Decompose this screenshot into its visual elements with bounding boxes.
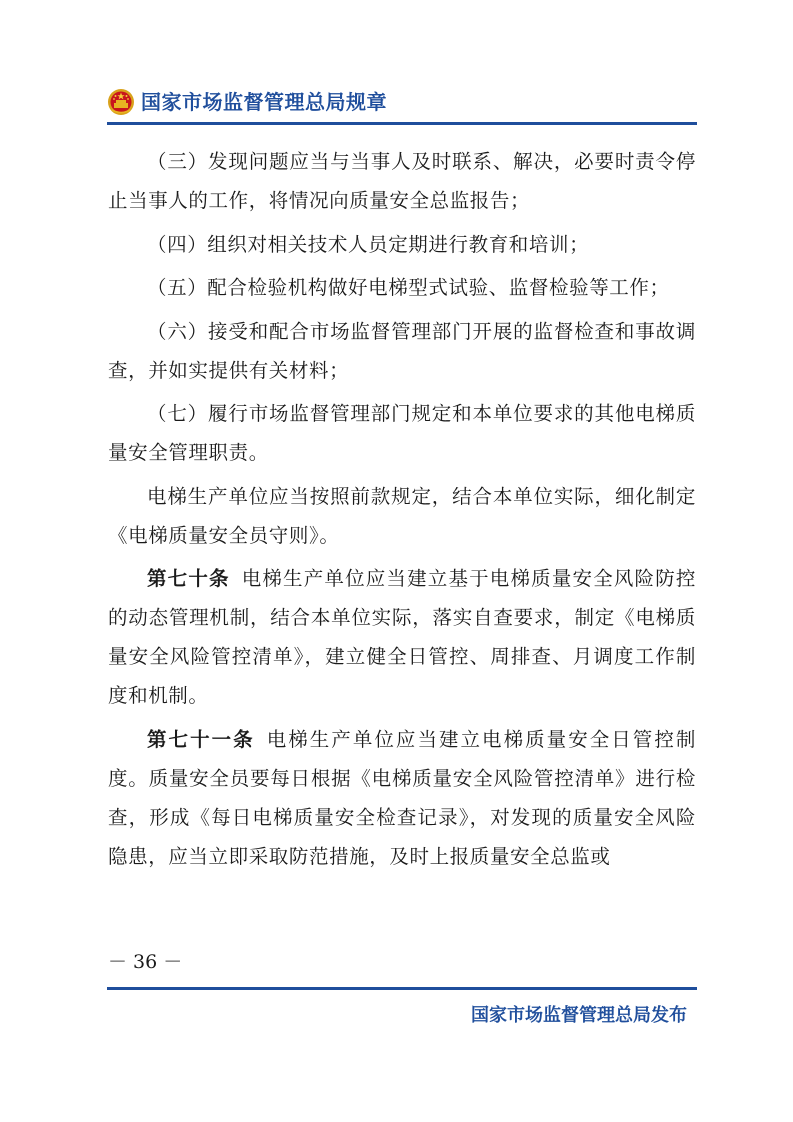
- paragraph-text: （七）履行市场监督管理部门规定和本单位要求的其他电梯质量安全管理职责。: [108, 402, 696, 464]
- paragraph-text: 电梯生产单位应当建立电梯质量安全日管控制度。质量安全员要每日根据《电梯质量安全风险管控清单》进行检查，形成《每日电梯质量安全检查记录》，对发现的质量安全风险隐患，应当立即采取防范措施，及时上报质量安全总监或: [108, 727, 696, 868]
- article-70: [108, 559, 696, 715]
- paragraph-text: （三）发现问题应当与当事人及时联系、解决，必要时责令停止当事人的工作，将情况向质量安全总监报告；: [108, 150, 696, 212]
- paragraph: [108, 142, 696, 220]
- header-divider: [107, 122, 697, 125]
- paragraph: [108, 394, 696, 472]
- paragraph-text: 电梯生产单位应当按照前款规定，结合本单位实际，细化制定《电梯质量安全员守则》。: [108, 484, 696, 547]
- document-body: [108, 142, 696, 880]
- paragraph-text: 电梯生产单位应当建立基于电梯质量安全风险防控的动态管理机制，结合本单位实际，落实自查要求，制定《电梯质量安全风险管控清单》，建立健全日管控、周排查、月调度工作制度和机制。: [108, 567, 696, 707]
- paragraph-text: （五）配合检验机构做好电梯型式试验、监督检验等工作；: [147, 276, 670, 299]
- paragraph: [108, 477, 696, 555]
- page-header: [107, 84, 697, 124]
- header-title: 国家市场监督管理总局规章: [141, 90, 387, 114]
- page-number: － 36 －: [108, 951, 183, 973]
- article-label: 第七十一条: [147, 727, 255, 751]
- paragraph: [108, 312, 696, 390]
- footer-publisher: 国家市场监督管理总局发布: [471, 1005, 687, 1026]
- footer-divider: [107, 987, 697, 990]
- national-emblem-icon: [107, 88, 135, 116]
- paragraph-text: （六）接受和配合市场监督管理部门开展的监督检查和事故调查，并如实提供有关材料；: [108, 319, 696, 382]
- paragraph: [108, 268, 696, 307]
- paragraph-text: （四）组织对相关技术人员定期进行教育和培训；: [147, 232, 590, 256]
- paragraph: [108, 225, 696, 264]
- article-label: 第七十条: [147, 567, 230, 590]
- article-71: [108, 720, 696, 876]
